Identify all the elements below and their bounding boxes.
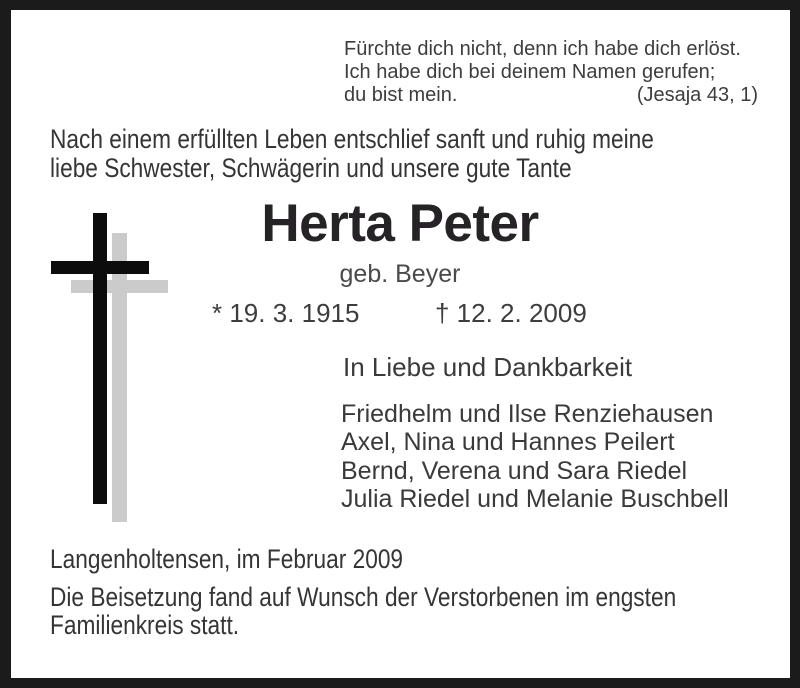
mourners-list (341, 400, 729, 514)
scripture-line: Fürchte dich nicht, denn ich habe dich erlöst. (344, 38, 741, 60)
intro-line: Nach einem erfüllten Leben entschlief sanft und ruhig meine (50, 124, 654, 154)
birth-date: * 19. 3. 1915 (212, 298, 360, 328)
cross-shadow-horizontal (71, 280, 168, 293)
scripture-line: du bist mein. (344, 84, 458, 106)
intro-text (50, 125, 654, 182)
scripture-quote (344, 38, 758, 107)
intro-line: liebe Schwester, Schwägerin und unsere gute Tante (50, 152, 572, 183)
scripture-last-line (344, 84, 758, 107)
tribute-line: In Liebe und Dankbarkeit (343, 352, 633, 382)
frame-border-left (0, 0, 11, 688)
frame-border-top (0, 0, 800, 10)
cross-shadow-vertical (112, 233, 127, 522)
scripture-line: Ich habe dich bei deinem Namen gerufen; (344, 61, 716, 83)
frame-border-bottom (0, 678, 800, 688)
death-date: † 12. 2. 2009 (435, 298, 587, 328)
dateline: Langenholtensen, im Februar 2009 (50, 544, 404, 574)
mourner-line: Friedhelm und Ilse Renziehausen (341, 400, 714, 428)
maiden-name: geb. Beyer (339, 260, 461, 288)
closing-line: Die Beisetzung fand auf Wunsch der Verstorbenen im engsten (50, 582, 677, 612)
mourner-line: Bernd, Verena und Sara Riedel (341, 456, 688, 485)
frame-border-right (790, 0, 800, 688)
cross-vertical (93, 213, 107, 504)
mourner-line: Axel, Nina und Hannes Peilert (341, 428, 675, 457)
scripture-reference: (Jesaja 43, 1) (636, 84, 758, 106)
closing-text (50, 583, 676, 640)
deceased-name: Herta Peter (261, 194, 539, 253)
closing-line: Familienkreis statt. (50, 610, 240, 641)
mourner-line: Julia Riedel und Melanie Buschbell (341, 485, 729, 514)
cross-horizontal (51, 261, 149, 274)
